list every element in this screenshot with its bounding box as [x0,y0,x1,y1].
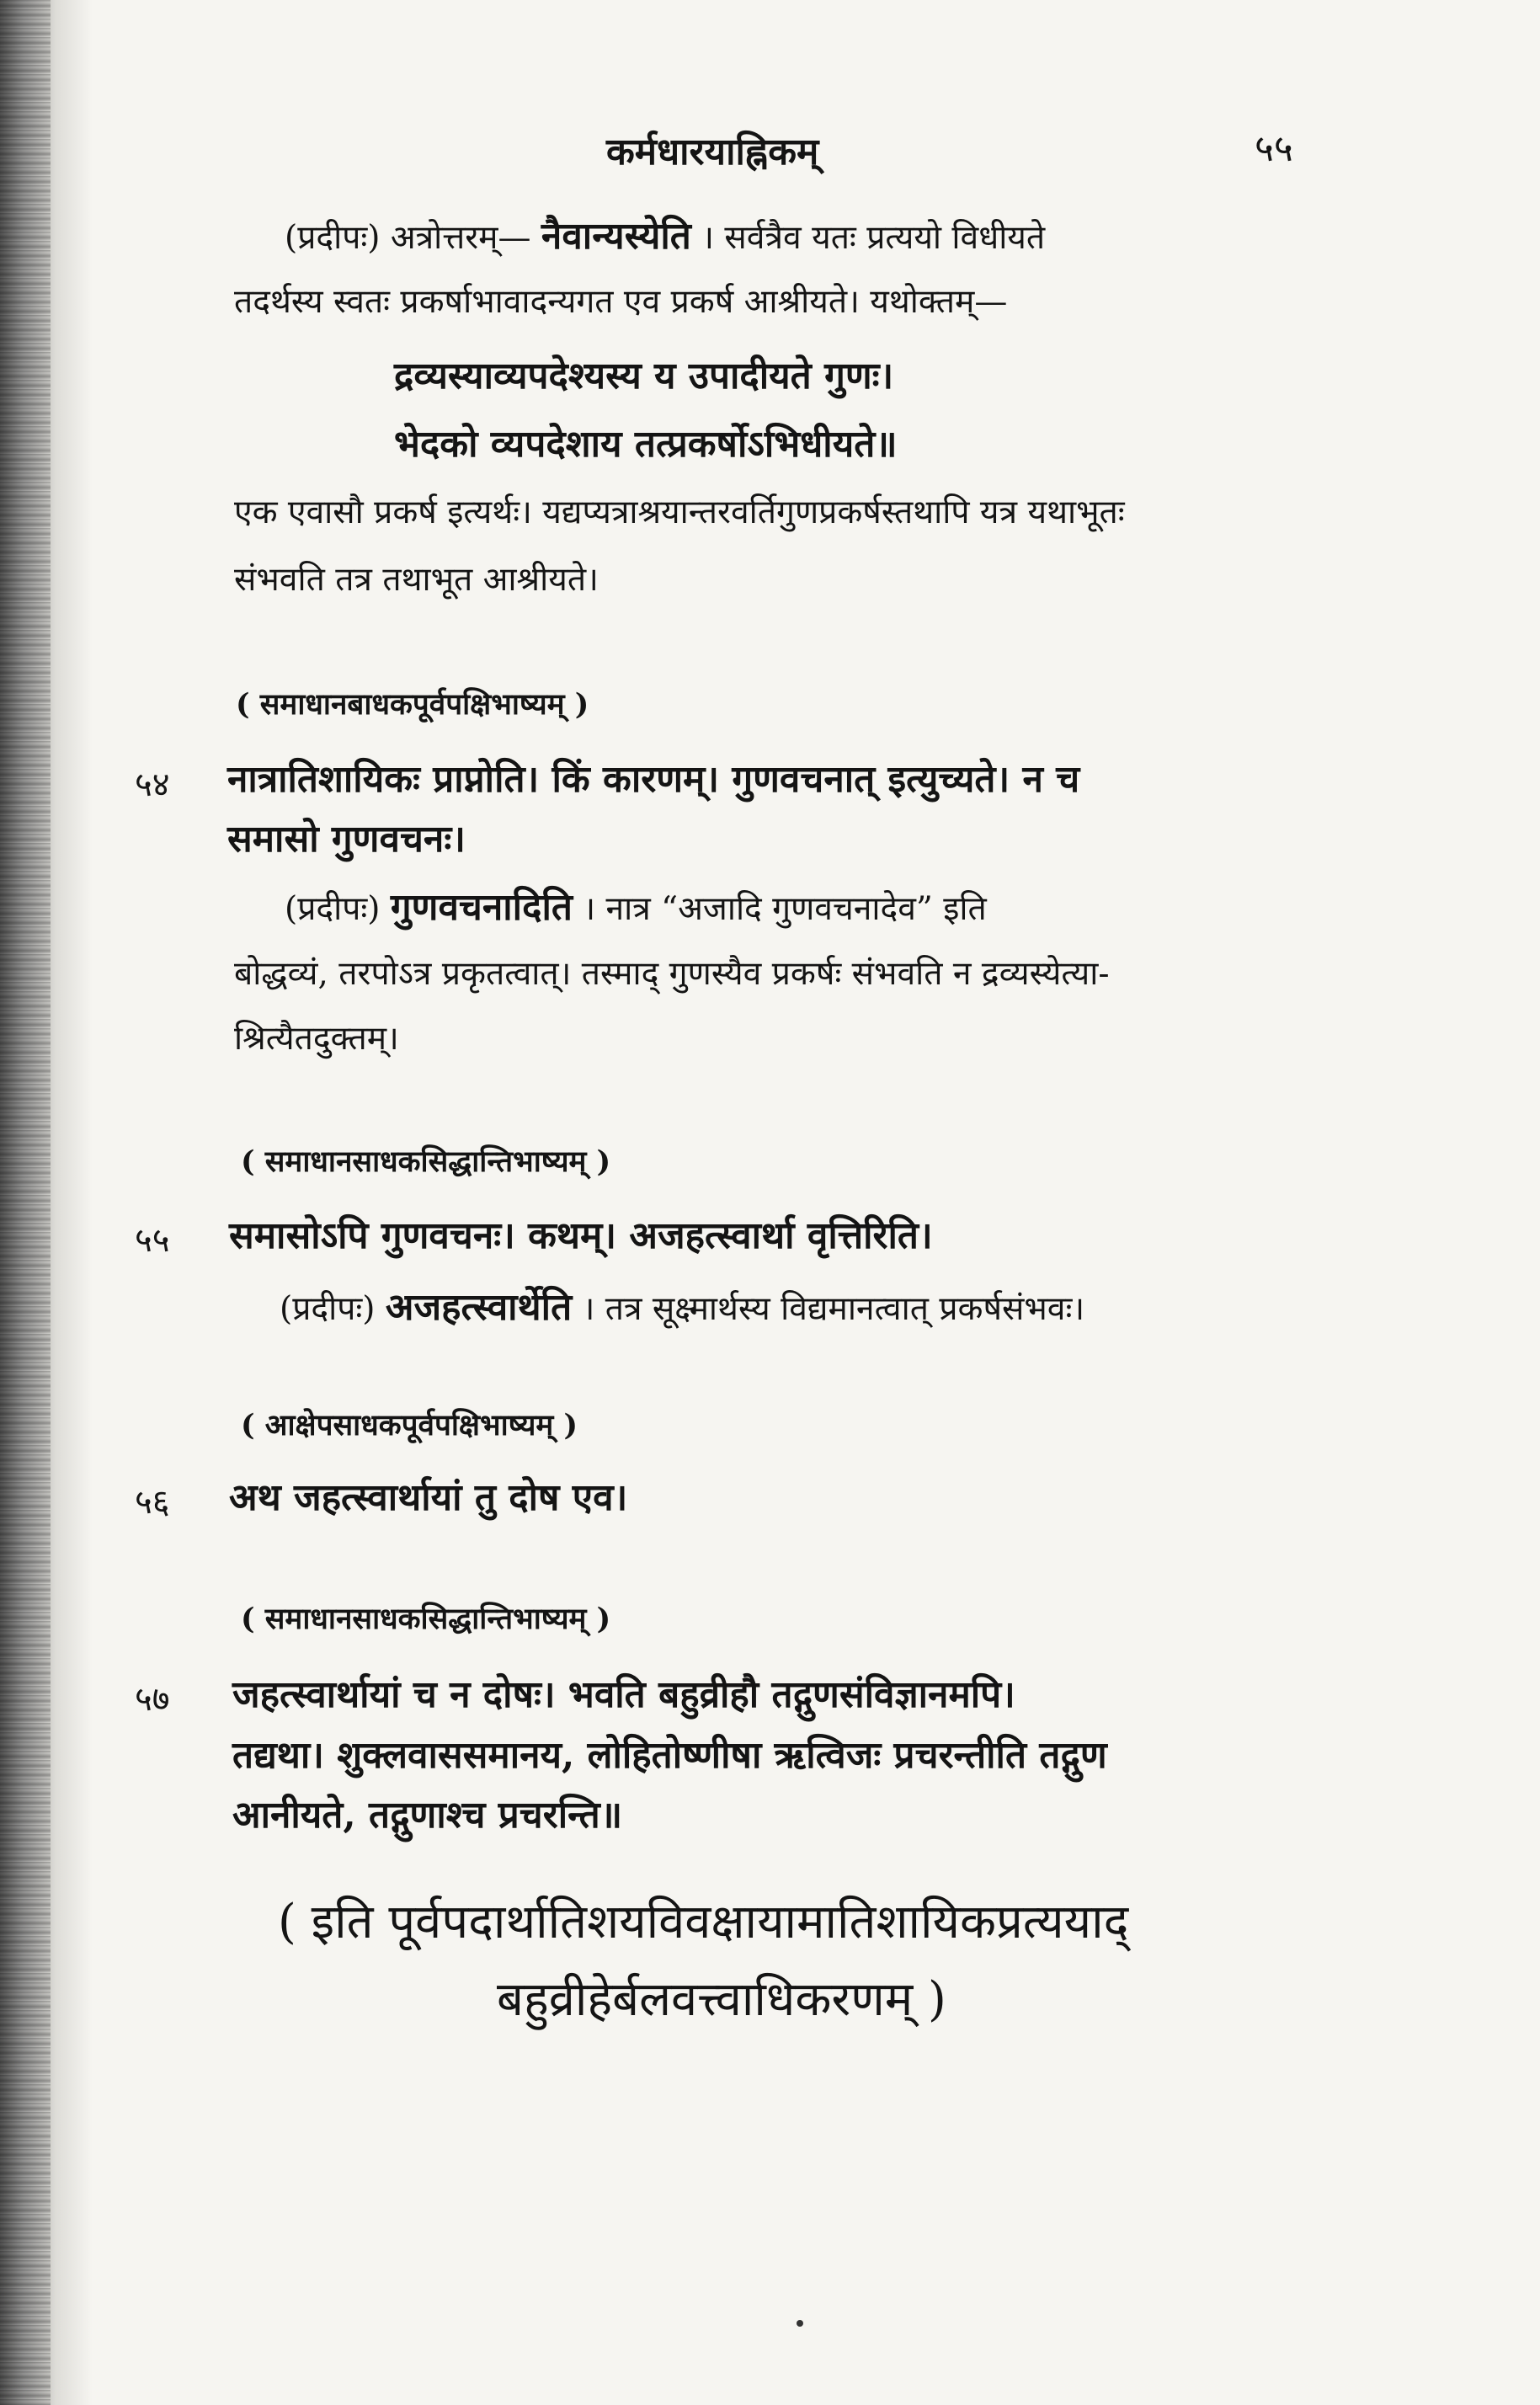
closing-line-1: ( इति पूर्वपदार्थातिशयविवक्षायामातिशायिकप्रत्ययाद् [278,1895,1129,1949]
section-1-pradipa-lemma: गुणवचनादिति [390,886,573,929]
page-number: ५५ [1255,127,1293,170]
section-4-bhashya-line-3: आनीयते, तद्गुणाश्च प्रचरन्ति॥ [232,1794,623,1837]
section-2-number: ५५ [135,1221,170,1260]
pradipa-1-line-2: तदर्थस्य स्वतः प्रकर्षाभावादन्यगत एव प्रकर्ष आश्रीयते। यथोक्तम्— [234,283,1008,321]
section-3-number: ५६ [135,1483,170,1522]
section-3-heading: ( आक्षेपसाधकपूर्वपक्षिभाष्यम् ) [241,1408,578,1442]
pradipa-1-lemma: नैवान्यस्येति [541,215,691,258]
section-2-pradipa-lemma: अजहत्स्वार्थेति [385,1286,573,1329]
pradipa-1-lead: (प्रदीपः) अत्रोत्तरम्— [285,219,531,257]
section-1-bhashya-line-2: समासो गुणवचनः। [227,818,466,861]
pradipa-1-line-1-rest: । सर्वत्रैव यतः प्रत्ययो विधीयते [701,219,1046,257]
stray-ink-dot [797,2320,803,2327]
verse-line-1: द्रव्यस्याव्यपदेश्यस्य य उपादीयते गुणः। [394,355,894,397]
section-1-pradipa-line-2: बोद्धव्यं, तरपोऽत्र प्रकृतत्वात्। तस्माद् गुणस्यैव प्रकर्षः संभवति न द्रव्यस्येत्या- [234,955,1110,993]
verse-line-2: भेदको व्यपदेशाय तत्प्रकर्षोऽभिधीयते॥ [394,423,898,466]
pradipa-1-cont-line-1: एक एवासौ प्रकर्ष इत्यर्थः। यद्यप्यत्राश्रयान्तरवर्तिगुणप्रकर्षस्तथापि यत्र यथाभूतः [234,493,1125,531]
section-3-bhashya: अथ जहत्स्वार्थायां तु दोष एव। [229,1476,628,1519]
section-1-pradipa-line-1 [285,880,987,931]
section-2-bhashya: समासोऽपि गुणवचनः। कथम्। अजहत्स्वार्था वृत्तिरिति। [229,1214,933,1257]
section-1-pradipa-line-3: श्रित्यैतदुक्तम्। [234,1020,399,1058]
section-1-pradipa-line-1-rest: । नात्र “अजादि गुणवचनादेव” इति [583,890,987,928]
closing-line-2: बहुव्रीहेर्बलवत्त्वाधिकरणम् ) [497,1972,946,2027]
section-4-number: ५७ [135,1680,170,1719]
section-4-bhashya-line-1: जहत्स्वार्थायां च न दोषः। भवति बहुव्रीहौ तद्गुणसंविज्ञानमपि। [232,1673,1015,1716]
section-1-heading: ( समाधानबाधकपूर्वपक्षिभाष्यम् ) [236,687,589,722]
section-1-bhashya-line-1: नात्रातिशायिकः प्राप्नोति। किं कारणम्। गुणवचनात् इत्युच्यते। न च [227,758,1080,801]
pradipa-1-line-1 [285,209,1045,259]
section-2-pradipa-rest: । तत्र सूक्ष्मार्थस्य विद्यमानत्वात् प्रकर्षसंभवः। [582,1290,1085,1328]
pradipa-1-cont-line-2: संभवति तत्र तथाभूत आश्रीयते। [234,561,599,599]
section-4-heading: ( समाधानसाधकसिद्धान्तिभाष्यम् ) [241,1602,611,1636]
running-header-title: कर्मधारयाह्निकम् [606,131,819,173]
scanned-page-edge-texture [0,0,51,2405]
section-1-pradipa-lead: (प्रदीपः) [285,890,381,928]
section-1-number: ५४ [135,765,170,804]
section-4-bhashya-line-2: तद्यथा। शुक्लवाससमानय, लोहितोष्णीषा ऋत्विजः प्रचरन्तीति तद्गुण [232,1734,1107,1777]
section-2-pradipa-lead: (प्रदीपः) [280,1290,376,1328]
section-2-pradipa-line [280,1280,1084,1330]
section-2-heading: ( समाधानसाधकसिद्धान्तिभाष्यम् ) [241,1144,611,1179]
